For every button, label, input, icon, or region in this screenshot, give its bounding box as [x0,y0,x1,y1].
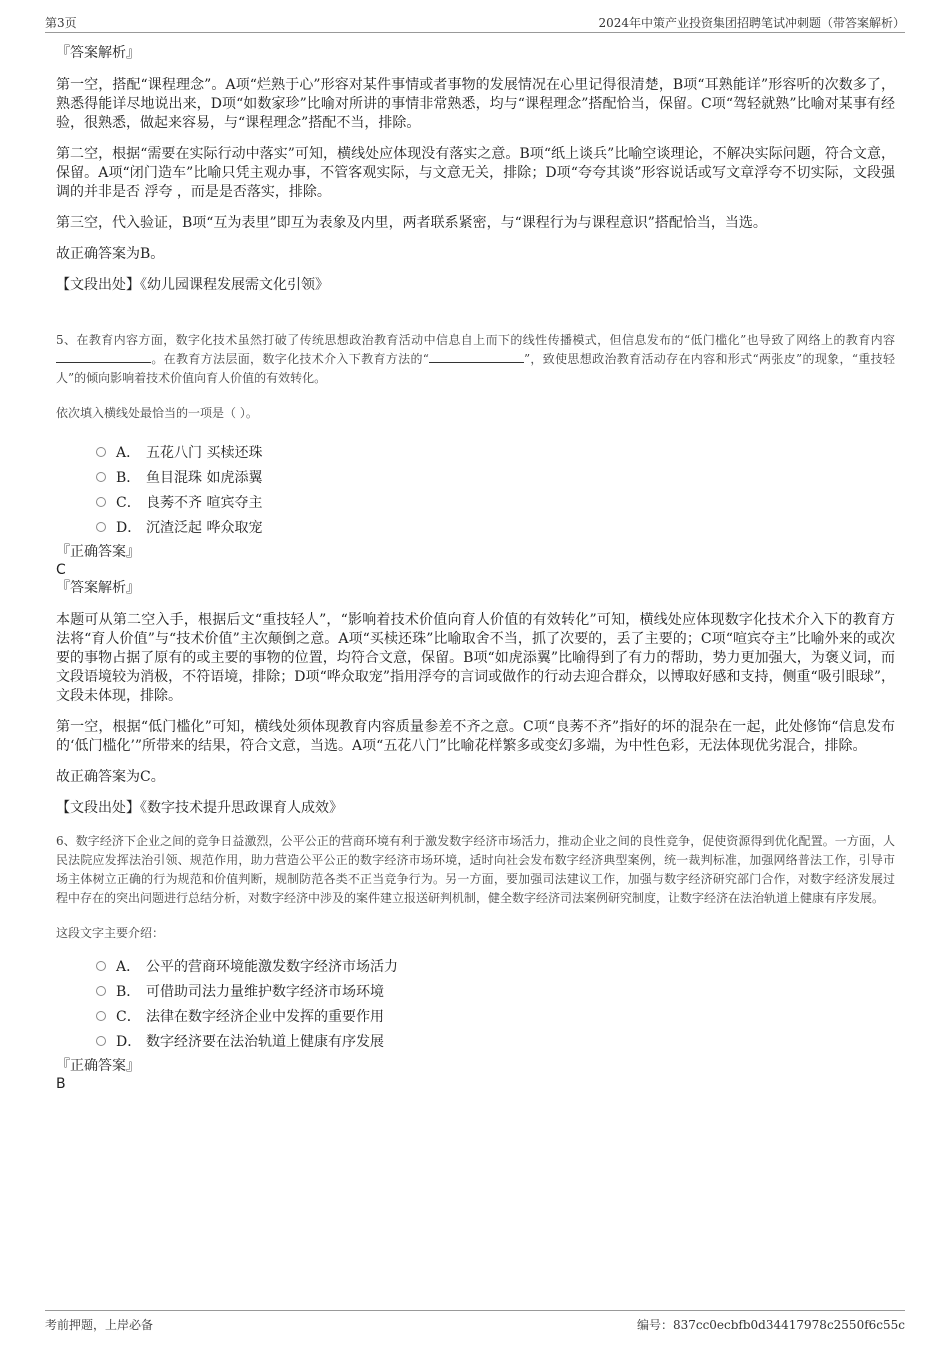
q6-option-b[interactable]: B． 可借助司法力量维护数字经济市场环境 [56,978,895,1003]
q5-question [56,331,895,388]
q5-analysis-p1: 本题可从第二空入手，根据后文“重技轻人”，“影响着技术价值向育人价值的有效转化”可知，横线处应体现数字化技术介入下的教育方法将“育人价值”与“技术价值”主次颠倒之意。A项“买椟还珠”比喻取舍不当，抓了次要的，丢了主要的；C项“喧宾夺主”比喻外来的或次要的事物占据了原有的或主要的事物的位置，均符合文意，保留。B项“如虎添翼”比喻得到了有力的帮助，势力更加强大，为褒义词，而文段语境较为消极，不符语境，排除；D项“哗众取宠”指用浮夸的言词或做作的行动去迎合群众，以博取好感和支持，侧重“吸引眼球”，文段未体现，排除。 [56,612,895,704]
radio-icon[interactable] [96,961,106,971]
q5-analysis-label: 『答案解析』 [56,580,140,596]
q4-analysis-label: 『答案解析』 [56,45,140,61]
q6-option-d[interactable]: D． 数字经济要在法治轨道上健康有序发展 [56,1028,895,1053]
document-code: 编号：837cc0ecbfb0d34417978c2550f6c55c [636,1318,905,1332]
page-number: 第3页 [45,16,77,30]
q5-option-a[interactable]: A． 五花八门 买椟还珠 [56,439,895,464]
q5-analysis-p2: 第一空，根据“低门槛化”可知，横线处须体现教育内容质量参差不齐之意。C项“良莠不齐”指好的坏的混杂在一起，此处修饰“信息发布的‘低门槛化’”所带来的结果，符合文意，当选。A项“五花八门”比喻花样繁多或变幻多端，为中性色彩，无法体现优劣混合，排除。 [56,719,895,754]
q5-source: 【文段出处】《数字技术提升思政课育人成效》 [56,800,343,816]
q5-prompt: 依次填入横线处最恰当的一项是（ ）。 [56,406,258,420]
q6-option-c[interactable]: C． 法律在数字经济企业中发挥的重要作用 [56,1003,895,1028]
radio-icon[interactable] [96,447,106,457]
q4-analysis-p4: 故正确答案为B。 [56,246,165,262]
q6-answer-label: 『正确答案』 [56,1058,140,1074]
q4-source: 【文段出处】《幼儿园课程发展需文化引领》 [56,277,329,293]
q6-prompt: 这段文字主要介绍： [56,926,165,940]
radio-icon[interactable] [96,986,106,996]
q4-analysis-p3: 第三空，代入验证，B项“互为表里”即互为表象及内里，两者联系紧密，与“课程行为与课程意识”搭配恰当，当选。 [56,215,767,231]
footer-slogan: 考前押题，上岸必备 [45,1318,154,1332]
radio-icon[interactable] [96,472,106,482]
q5-analysis-p3: 故正确答案为C。 [56,769,165,785]
page-header [45,14,905,33]
q6-answer: B [56,1076,66,1092]
q5-answer-label: 『正确答案』 [56,544,140,560]
q5-text-b: 。在教育方法层面，数字化技术介入下教育方法的“ [151,352,429,366]
page-footer [45,1310,905,1335]
q6-question: 6、数字经济下企业之间的竞争日益激烈，公平公正的营商环境有利于激发数字经济市场活力，推动企业之间的良性竞争，促使资源得到优化配置。一方面，人民法院应发挥法治引领、规范作用，助力营造公平公正的数字经济市场环境，适时向社会发布数字经济典型案例，统一裁判标准，加强网络普法工作，引导市场主体树立正确的行为规范和价值判断，规制防范各类不正当竞争行为。另一方面，要加强司法建议工作，加强与数字经济研究部门合作，对数字经济发展过程中存在的突出问题进行总结分析，对数字经济中涉及的案件建立报送研判机制，健全数字经济司法案例研究制度，让数字经济在法治轨道上健康有序发展。 [56,834,895,905]
q5-text-a: 5、在教育内容方面，数字化技术虽然打破了传统思想政治教育活动中信息自上而下的线性传播模式，但信息发布的“低门槛化”也导致了网络上的教育内容 [56,333,895,347]
radio-icon[interactable] [96,1036,106,1046]
q5-option-c[interactable]: C． 良莠不齐 喧宾夺主 [56,489,895,514]
radio-icon[interactable] [96,497,106,507]
q5-blank-2 [429,350,524,363]
radio-icon[interactable] [96,522,106,532]
q4-analysis-p2: 第二空，根据“需要在实际行动中落实”可知，横线处应体现没有落实之意。B项“纸上谈兵”比喻空谈理论，不解决实际问题，符合文意，保留。A项“闭门造车”比喻只凭主观办事，不管客观实际，与文意无关，排除；D项“夸夸其谈”形容说话或写文章浮夸不切实际，文段强调的并非是否 浮夸 ，而是是否落实，排除。 [56,146,895,200]
q5-text-c: ”，致使思想政治教育活动存在内容和形式“两张皮”的现象，“重技轻人”的倾向影响着技术价值向育人价值的有效转化。 [56,352,895,385]
q5-answer: C [56,562,66,578]
q5-option-b[interactable]: B． 鱼目混珠 如虎添翼 [56,464,895,489]
document-title: 2024年中策产业投资集团招聘笔试冲刺题（带答案解析） [598,16,905,30]
q5-blank-1 [56,350,151,363]
q5-options [56,439,895,539]
main-content [56,44,895,1093]
q6-option-a[interactable]: A． 公平的营商环境能激发数字经济市场活力 [56,953,895,978]
q5-option-d[interactable]: D． 沉渣泛起 哗众取宠 [56,514,895,539]
q6-options [56,953,895,1053]
q4-analysis-p1: 第一空，搭配“课程理念”。A项“烂熟于心”形容对某件事情或者事物的发展情况在心里记得很清楚，B项“耳熟能详”形容听的次数多了，熟悉得能详尽地说出来，D项“如数家珍”比喻对所讲的事情非常熟悉，均与“课程理念”搭配恰当，保留。C项“驾轻就熟”比喻对某事有经验，很熟悉，做起来容易，与“课程理念”搭配不当，排除。 [56,77,895,131]
radio-icon[interactable] [96,1011,106,1021]
